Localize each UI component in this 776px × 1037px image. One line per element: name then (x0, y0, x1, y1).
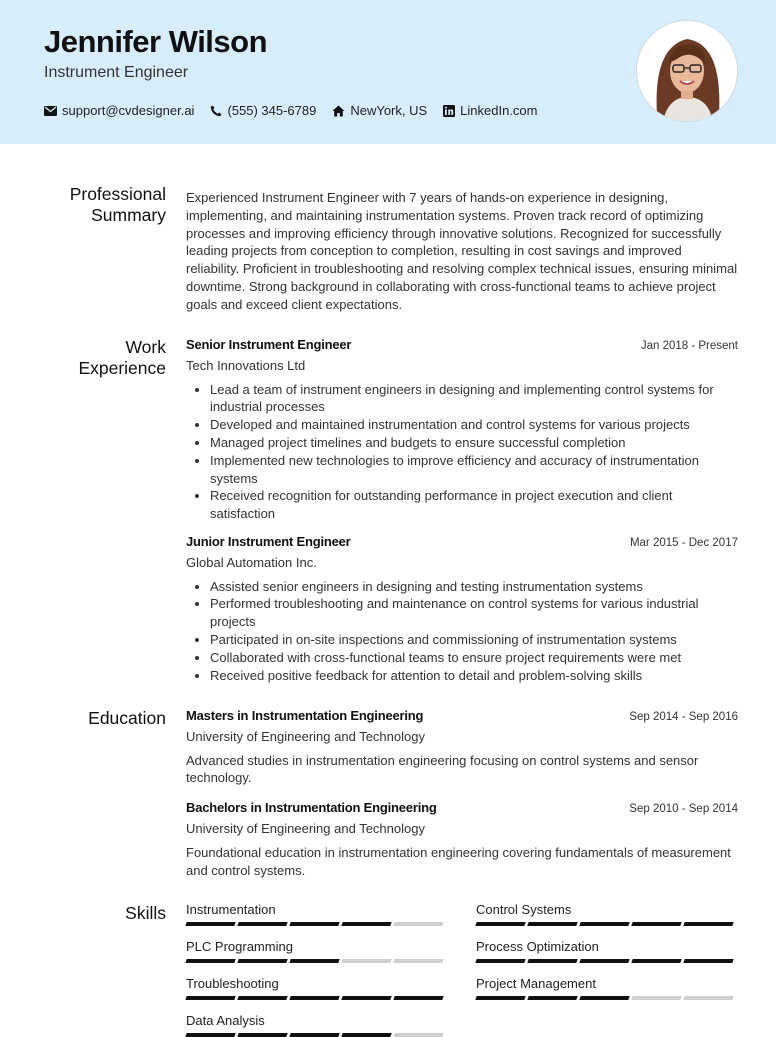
skill-segment-filled (289, 1033, 339, 1037)
skill-segment-filled (185, 996, 235, 1000)
section-title-skills: Skills (125, 903, 166, 923)
candidate-title: Instrument Engineer (44, 64, 189, 81)
home-icon (332, 105, 345, 117)
skill-name: Control Systems (476, 902, 572, 917)
skill-segment-filled (341, 922, 391, 926)
skill-name: Instrumentation (186, 902, 276, 917)
skill-item (476, 902, 736, 926)
job-role: Senior Instrument Engineer (186, 337, 352, 352)
skill-segment-filled (475, 922, 525, 926)
school-name: University of Engineering and Technology (186, 820, 425, 836)
skill-segment-filled (683, 959, 733, 963)
skill-segment-filled (237, 996, 287, 1000)
skill-name: Process Optimization (476, 939, 599, 954)
skill-segment-filled (185, 1033, 235, 1037)
contact-linkedin[interactable] (443, 103, 537, 118)
skill-segment-filled (289, 996, 339, 1000)
skill-segment-filled (185, 922, 235, 926)
job-company: Global Automation Inc. (186, 554, 317, 570)
job-bullets (186, 381, 738, 523)
education-entry (186, 707, 738, 787)
skill-segment-empty (393, 1033, 443, 1037)
list-item: • Participated in on-site inspections and commissioning of instrumentation systems (210, 631, 738, 649)
skill-segment-filled (527, 959, 577, 963)
skill-segment-filled (579, 922, 629, 926)
section-title-experience: Work Experience (78, 337, 166, 378)
skill-level-bar (476, 922, 736, 926)
job-date: Mar 2015 - Dec 2017 (629, 536, 738, 549)
degree-title: Masters in Instrumentation Engineering (186, 708, 424, 723)
linkedin-icon (443, 105, 455, 117)
job-entry (186, 336, 738, 523)
skill-segment-empty (683, 996, 733, 1000)
skill-segment-empty (393, 959, 443, 963)
skill-level-bar (476, 996, 736, 1000)
skill-level-bar (476, 959, 736, 963)
list-item: • Performed troubleshooting and maintenance on control systems for various industrial projects (210, 595, 738, 631)
education-entry (186, 799, 738, 879)
skill-segment-filled (289, 922, 339, 926)
summary-section (186, 189, 738, 314)
list-item: • Received positive feedback for attention to detail and problem-solving skills (210, 667, 738, 685)
summary-text: Experienced Instrument Engineer with 7 years of hands-on experience in designing, implementing, and maintaining instrumentation systems. Proven track record of optimizing processes and improving efficiency through innovative solutions. Recognized for successfully leading projects from conception to completion, resulting in cost savings and improved reliability. Proficient in troubleshooting and resolving complex technical issues, ensuring minimal downtime. Strong background in collaborating with cross-functional teams to achieve project goals and exceed client expectations. (186, 190, 738, 312)
education-desc: Advanced studies in instrumentation engineering focusing on control systems and sensor technology. (186, 752, 699, 786)
skill-segment-filled (527, 996, 577, 1000)
job-date: Jan 2018 - Present (640, 340, 738, 352)
list-item: • Developed and maintained instrumentation and control systems for various projects (210, 416, 738, 434)
job-bullets (186, 578, 738, 685)
list-item: • Implemented new technologies to improve efficiency and accuracy of instrumentation systems (210, 452, 738, 488)
contact-location (332, 103, 427, 118)
skill-segment-empty (631, 996, 681, 1000)
skill-segment-filled (631, 959, 681, 963)
skill-level-bar (186, 996, 446, 1000)
phone-icon (210, 105, 222, 117)
skill-item (186, 976, 446, 1000)
skill-segment-filled (289, 959, 339, 963)
skill-item (476, 939, 736, 963)
skill-level-bar (186, 959, 446, 963)
list-item: • Received recognition for outstanding performance in project execution and client satisfaction (210, 487, 738, 523)
skill-segment-filled (631, 922, 681, 926)
school-name: University of Engineering and Technology (186, 728, 425, 744)
skill-name: PLC Programming (186, 939, 293, 954)
contact-email-text: support@cvdesigner.ai (62, 103, 195, 118)
skill-segment-filled (475, 996, 525, 1000)
skill-segment-filled (393, 996, 443, 1000)
list-item: • Assisted senior engineers in designing and testing instrumentation systems (210, 578, 738, 596)
skill-segment-filled (237, 959, 287, 963)
contact-list (44, 103, 554, 118)
skill-segment-filled (185, 959, 235, 963)
job-role: Junior Instrument Engineer (186, 533, 351, 549)
contact-email[interactable] (44, 103, 194, 118)
skill-item (476, 976, 736, 1000)
skill-segment-filled (341, 1033, 391, 1037)
skill-segment-empty (393, 922, 443, 926)
education-section (186, 707, 738, 891)
skill-name: Data Analysis (186, 1013, 265, 1028)
contact-linkedin-text: LinkedIn.com (460, 103, 538, 118)
skill-segment-filled (237, 1033, 287, 1037)
skill-name: Project Management (476, 976, 596, 991)
profile-photo (636, 20, 738, 122)
skill-segment-filled (237, 922, 287, 926)
education-date: Sep 2010 - Sep 2014 (629, 803, 738, 816)
header-band (0, 0, 776, 144)
education-desc: Foundational education in instrumentation engineering covering fundamentals of measurement and control systems. (186, 844, 731, 878)
skill-segment-filled (341, 996, 391, 1000)
contact-phone[interactable] (210, 103, 316, 118)
skill-segment-filled (579, 996, 629, 1000)
skill-item (186, 939, 446, 963)
degree-title: Bachelors in Instrumentation Engineering (186, 800, 437, 816)
skill-level-bar (186, 922, 446, 926)
skill-segment-filled (579, 959, 629, 963)
skill-name: Troubleshooting (186, 976, 279, 991)
education-date: Sep 2014 - Sep 2016 (629, 711, 738, 723)
skill-segment-filled (475, 959, 525, 963)
skill-segment-empty (341, 959, 391, 963)
skill-segment-filled (683, 922, 733, 926)
skill-item (186, 902, 446, 926)
experience-section (186, 336, 738, 692)
contact-location-text: NewYork, US (350, 103, 428, 118)
list-item: • Lead a team of instrument engineers in designing and implementing control systems for industrial processes (210, 381, 738, 417)
list-item: • Managed project timelines and budgets to ensure successful completion (210, 434, 738, 452)
list-item: • Collaborated with cross-functional teams to ensure project requirements were met (210, 649, 738, 667)
job-company: Tech Innovations Ltd (186, 357, 306, 373)
section-title-education: Education (88, 708, 166, 728)
section-title-summary: Professional Summary (69, 184, 166, 225)
contact-phone-text: (555) 345-6789 (227, 103, 317, 118)
envelope-icon (44, 106, 57, 116)
job-entry (186, 533, 738, 684)
skill-segment-filled (527, 922, 577, 926)
skill-item (186, 1013, 446, 1037)
candidate-name: Jennifer Wilson (44, 24, 268, 59)
skill-level-bar (186, 1033, 446, 1037)
